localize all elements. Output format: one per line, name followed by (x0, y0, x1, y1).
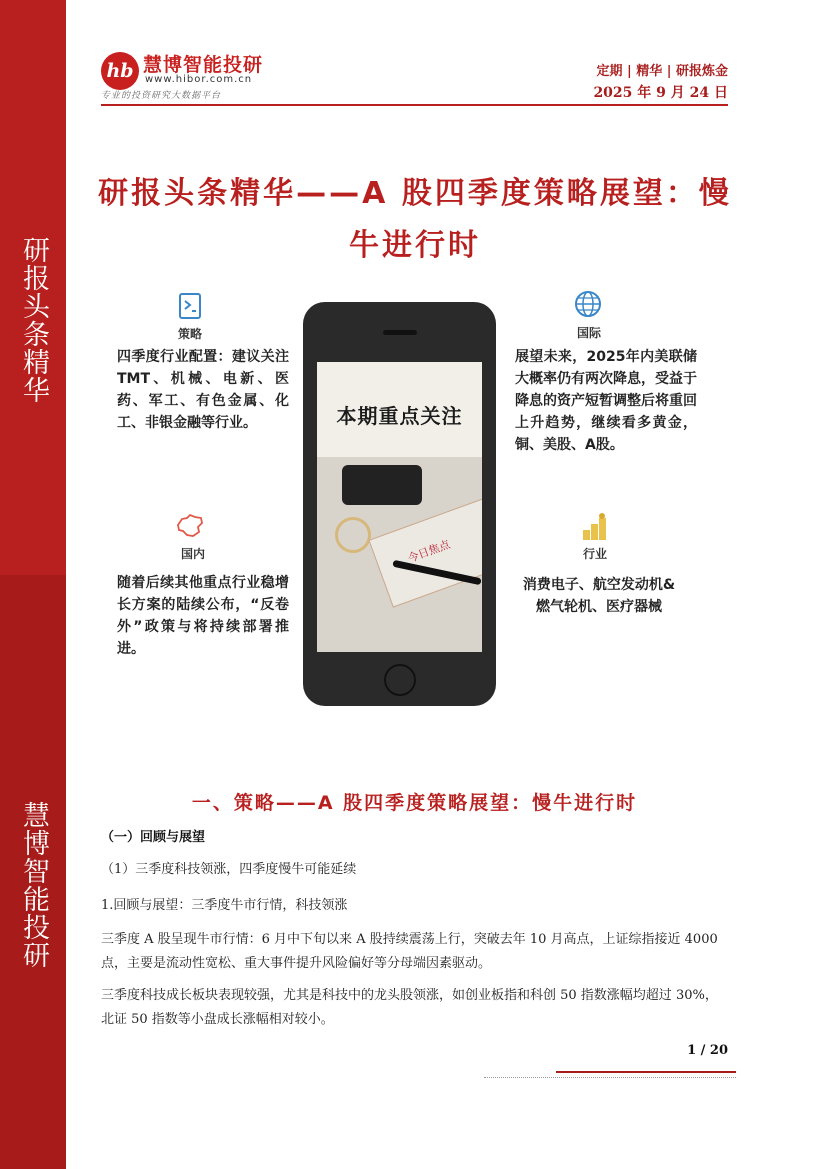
card-text: 今日焦点 (406, 537, 452, 566)
section-heading: 一、策略——A 股四季度策略展望：慢牛进行时 (191, 792, 638, 814)
globe-icon (573, 290, 603, 324)
document-title: 研报头条精华——A 股四季度策略展望：慢牛进行时 (98, 176, 732, 263)
international-title: 国际 (577, 326, 602, 340)
industry-title: 行业 (583, 547, 608, 561)
china-map-icon (175, 513, 205, 545)
header-tags: 定期 | 精华 | 研报炼金 (596, 64, 728, 79)
domestic-title: 国内 (181, 547, 206, 561)
logo (101, 50, 271, 100)
coins-icon (580, 512, 610, 548)
footer-dotted-line (484, 1077, 736, 1078)
phone-speaker (383, 330, 417, 335)
international-body: 展望未来，2025年内美联储大概率仍有两次降息，受益于降息的资产短暂调整后将重回上升趋势，继续看多黄金，铜、美股、A股。 (515, 349, 697, 453)
header-meta (593, 60, 728, 102)
strategy-icon (175, 292, 205, 326)
sidebar-top-text: 研报头条精华 (18, 236, 49, 404)
strategy-title: 策略 (178, 327, 203, 341)
phone-illustration (303, 302, 496, 706)
phone-screen (317, 362, 482, 652)
logo-slogan: 专业的投资研究大数据平台 (101, 91, 222, 101)
paragraph-3: 三季度 A 股呈现牛市行情：6 月中下旬以来 A 股持续震荡上行，突破去年 10 月高点，上证综指接近 4000 点，主要是流动性宽松、重大事件提升风险偏好等分母端因素驱动。 (101, 932, 718, 971)
domestic-body: 随着后续其他重点行业稳增长方案的陆续公布，“反卷外”政策与将持续部署推进。 (117, 575, 289, 657)
card-graphic (368, 498, 482, 607)
logo-url: www.hibor.com.cn (145, 74, 253, 85)
industry-body: 消费电子、航空发动机&燃气轮机、医疗器械 (522, 577, 676, 615)
logo-name: 慧博智能投研 (143, 54, 264, 76)
screen-title: 本期重点关注 (336, 404, 463, 428)
ring-graphic (335, 517, 371, 553)
logo-mark: hb (101, 52, 139, 90)
strategy-body: 四季度行业配置：建议关注TMT、机械、电新、医药、军工、有色金属、化工、非银金融等行业。 (117, 349, 289, 431)
sidebar (0, 0, 66, 1169)
camera-graphic (342, 465, 422, 505)
header-divider (101, 104, 728, 106)
header-date: 2025 年 9 月 24 日 (593, 85, 728, 101)
subsection-heading: （一）回顾与展望 (101, 830, 206, 845)
phone-home-button (384, 664, 416, 696)
screen-photo (317, 457, 482, 652)
paragraph-4: 三季度科技成长板块表现较强，尤其是科技中的龙头股领涨，如创业板指和科创 50 指数涨幅均超过 30%，北证 50 指数等小盘成长涨幅相对较小。 (101, 988, 718, 1027)
paragraph-1: （1）三季度科技领涨，四季度慢牛可能延续 (101, 862, 357, 877)
sidebar-bottom-text: 慧博智能投研 (18, 801, 49, 969)
paragraph-2: 1.回顾与展望：三季度牛市行情，科技领涨 (101, 898, 348, 913)
footer-line (556, 1071, 736, 1073)
page-number: 1 / 20 (687, 1043, 728, 1058)
